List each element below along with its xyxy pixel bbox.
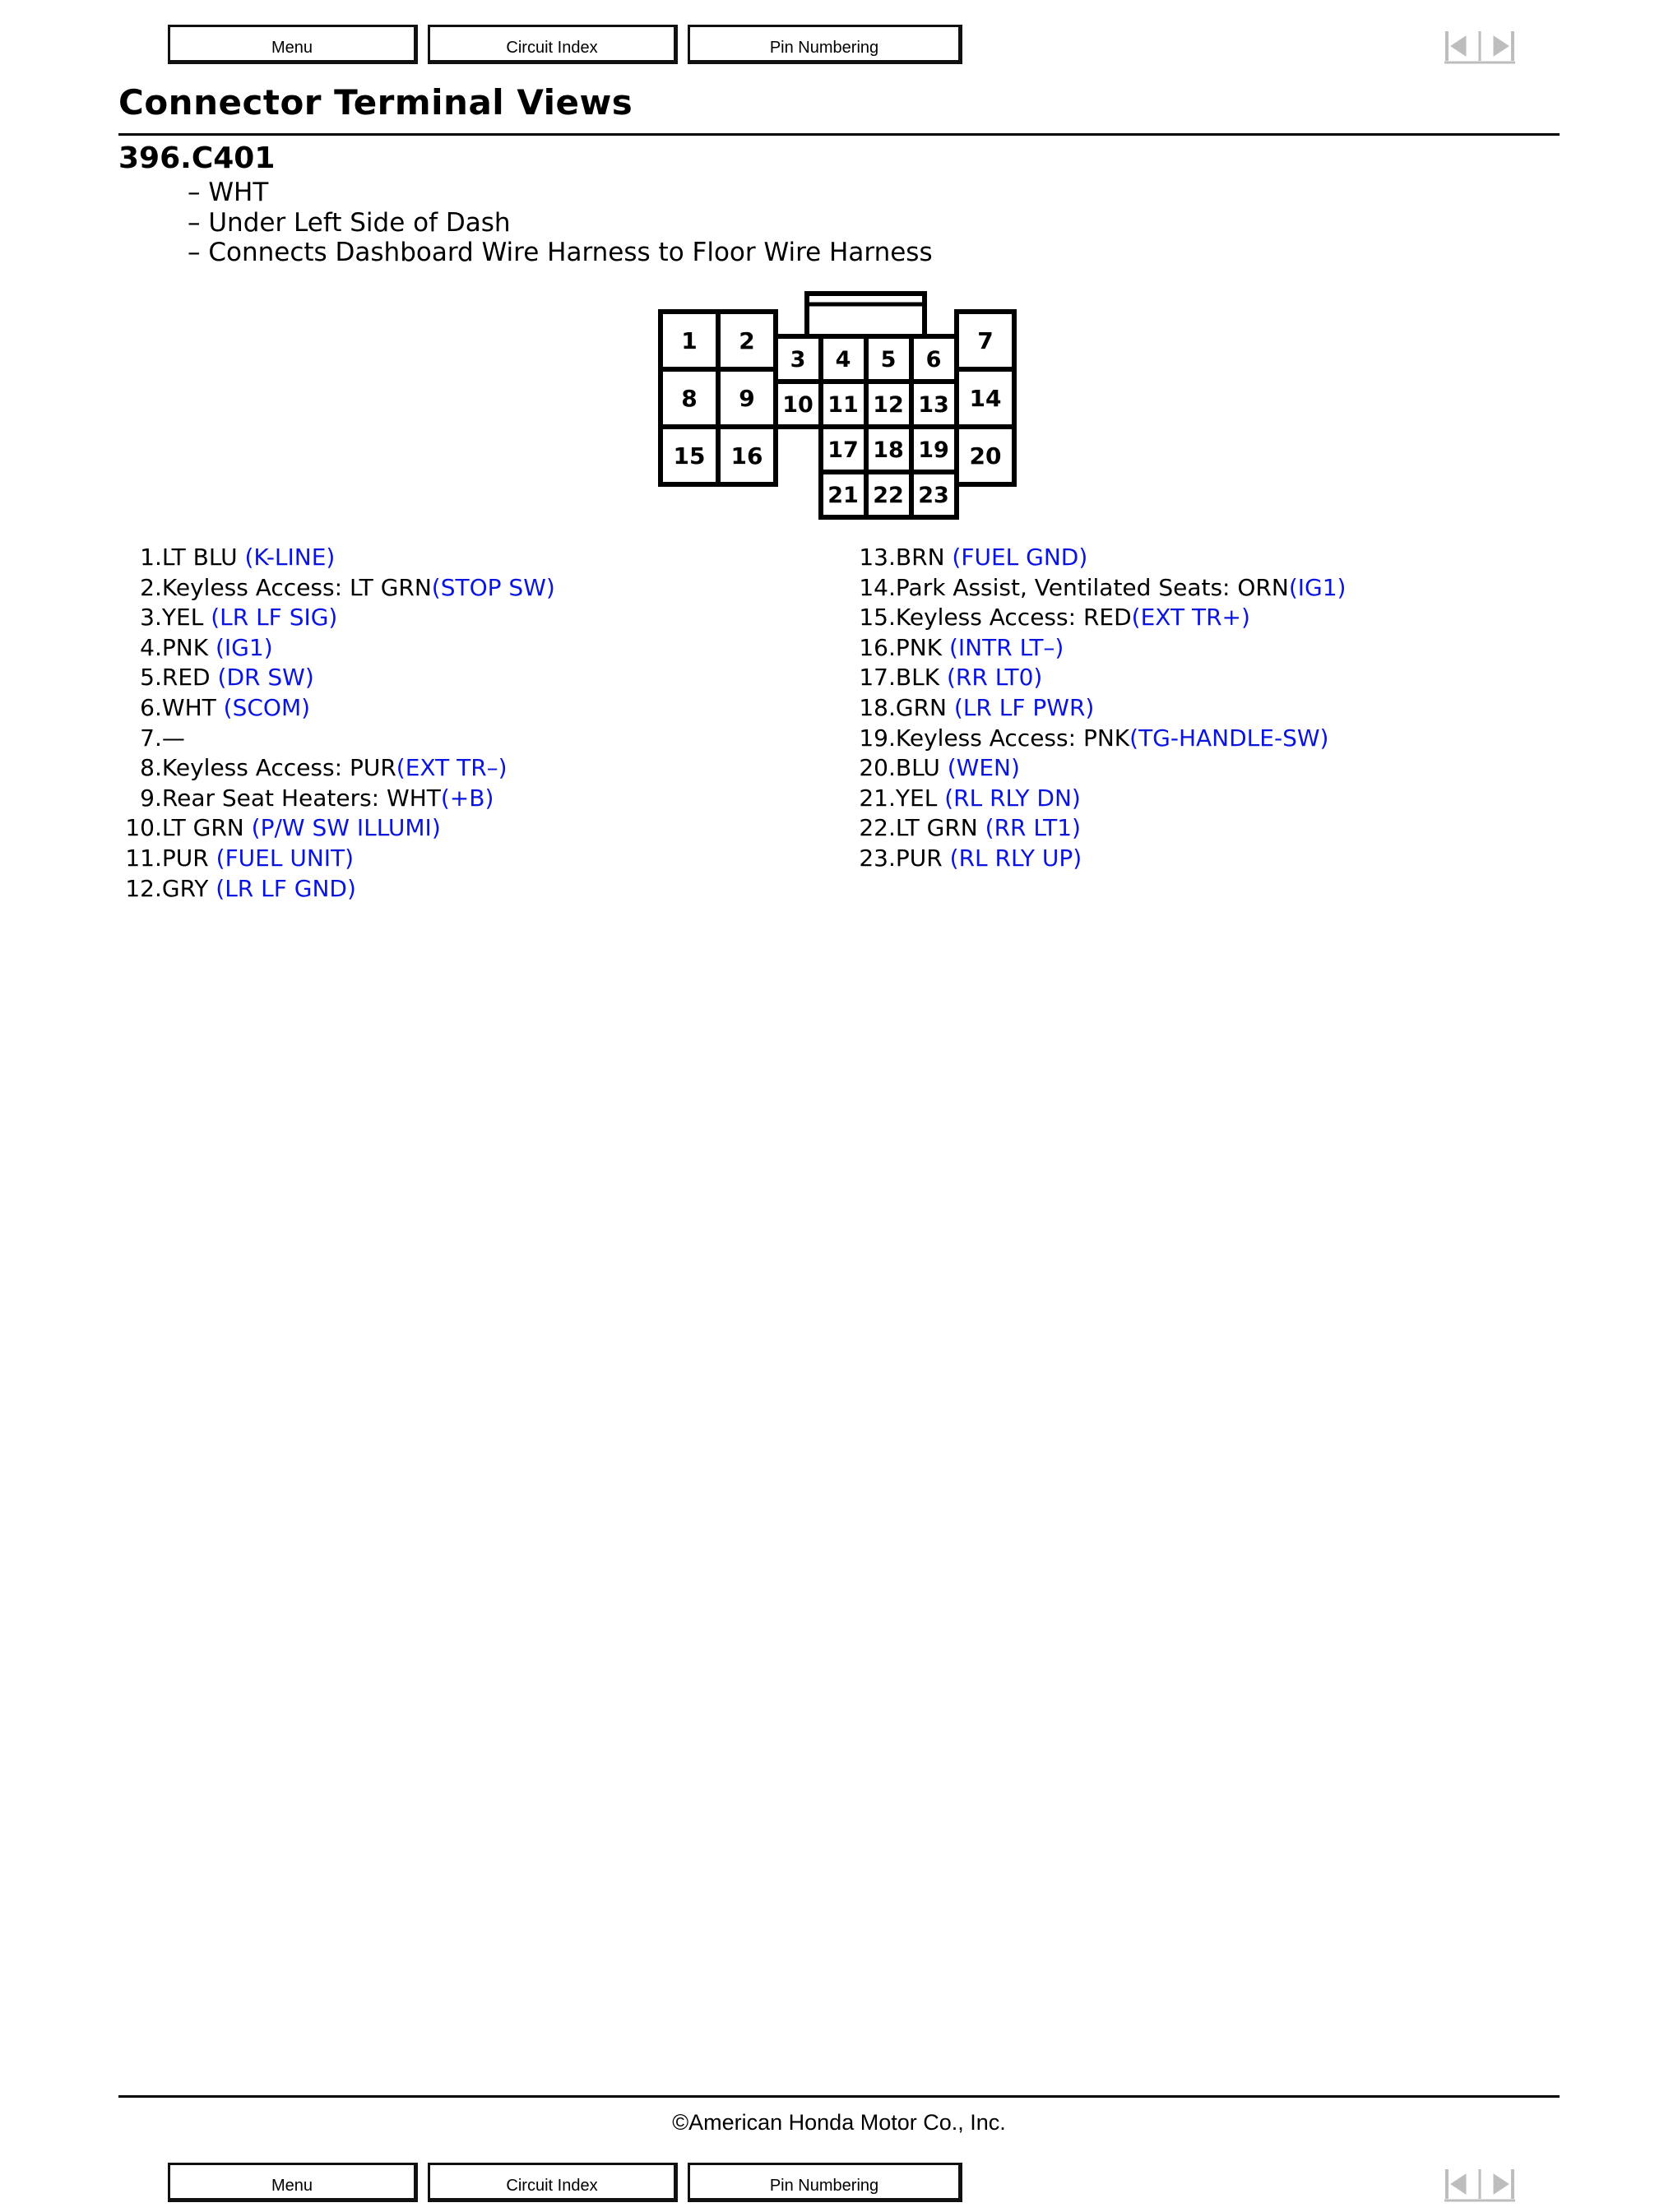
- pin-number: 14: [859, 573, 888, 601]
- cavity-label: 3: [790, 347, 806, 373]
- cavity-label: 12: [873, 392, 904, 418]
- pin-number: 3: [140, 604, 155, 632]
- pin-function: (LR LF PWR): [953, 693, 1095, 721]
- pin-wire: RED: [161, 664, 218, 692]
- pin-wire: BRN: [895, 544, 953, 571]
- connector-connection: – Connects Dashboard Wire Harness to Floor Wire Harness: [188, 238, 933, 268]
- page-navigation-icons: [1444, 28, 1515, 64]
- pin-wire: Keyless Access: RED: [895, 604, 1132, 632]
- pin-entry: 20.BLU (WEN): [854, 753, 1561, 784]
- pin-number: 18: [859, 693, 888, 721]
- cavity-label: 20: [969, 442, 1002, 470]
- pin-number: 11: [125, 844, 155, 872]
- cavity-label: 10: [782, 392, 814, 418]
- pin-entry: 23.PUR (RL RLY UP): [854, 844, 1561, 874]
- cavity-label: 6: [925, 347, 942, 373]
- pin-numbering-button[interactable]: Pin Numbering: [688, 25, 962, 64]
- pin-number: 8: [140, 754, 155, 782]
- pin-entry: 1.LT BLU (K-LINE): [120, 543, 827, 573]
- pin-entry: 17.BLK (RR LT0): [854, 663, 1561, 693]
- pin-wire: YEL: [895, 784, 945, 812]
- pin-entry: 9.Rear Seat Heaters: WHT(+B): [120, 784, 827, 814]
- pin-wire: Keyless Access: PNK: [895, 724, 1130, 752]
- pin-function: (FUEL UNIT): [216, 844, 355, 872]
- pin-function: (LR LF GND): [216, 874, 356, 902]
- pin-entry: 8.Keyless Access: PUR(EXT TR–): [120, 753, 827, 784]
- pin-function: (TG-HANDLE-SW): [1129, 724, 1329, 752]
- pin-wire: WHT: [161, 693, 224, 721]
- connector-color: – WHT: [188, 178, 933, 208]
- pin-number: 7: [140, 724, 155, 752]
- pin-function: (EXT TR+): [1131, 604, 1250, 632]
- cavity-label: 1: [681, 327, 698, 354]
- pin-entry: 6.WHT (SCOM): [120, 693, 827, 724]
- pin-wire: LT GRN: [895, 814, 985, 842]
- connector-id: 396.C401: [118, 141, 276, 175]
- cavity-label: 7: [977, 327, 994, 354]
- pin-entry: 4.PNK (IG1): [120, 633, 827, 664]
- cavity-label: 22: [873, 483, 904, 508]
- pin-wire: PUR: [161, 844, 216, 872]
- pin-function: (EXT TR–): [396, 754, 508, 782]
- cavity-label: 15: [673, 442, 706, 470]
- next-page-icon[interactable]: [1494, 36, 1509, 56]
- pin-number: 16: [859, 633, 888, 661]
- page-title: Connector Terminal Views: [118, 82, 633, 123]
- cavity-label: 11: [827, 392, 859, 418]
- pin-number: 23: [859, 844, 888, 872]
- pin-wire: PUR: [895, 844, 950, 872]
- pin-wire: Keyless Access: LT GRN: [161, 573, 432, 601]
- pin-entry: 7.—: [120, 724, 827, 754]
- footer-divider: [118, 2095, 1560, 2098]
- pin-number: 10: [125, 814, 155, 842]
- page-navigation-icons: [1444, 2166, 1515, 2202]
- pin-function: (IG1): [1288, 573, 1347, 601]
- cavity-label: 18: [873, 437, 904, 463]
- pin-wire: PNK: [161, 633, 216, 661]
- pin-list-left: [120, 543, 827, 904]
- cavity-label: 14: [969, 385, 1002, 412]
- pin-function: (IG1): [216, 633, 273, 661]
- pin-wire: GRY: [161, 874, 216, 902]
- pin-number: 5: [140, 664, 155, 692]
- pin-number: 13: [859, 544, 888, 571]
- pin-entry: 14.Park Assist, Ventilated Seats: ORN(IG1): [854, 573, 1561, 604]
- cavity-label: 23: [918, 483, 949, 508]
- menu-button[interactable]: Menu: [168, 2163, 418, 2202]
- pin-function: (+B): [440, 784, 494, 812]
- pin-wire: BLU: [895, 754, 948, 782]
- previous-page-icon[interactable]: [1451, 2174, 1466, 2194]
- pin-number: 21: [859, 784, 888, 812]
- pin-wire: Park Assist, Ventilated Seats: ORN: [895, 573, 1289, 601]
- pin-number: 9: [140, 784, 155, 812]
- cavity-label: 4: [835, 347, 851, 373]
- pin-wire: LT GRN: [161, 814, 252, 842]
- cavity-label: 2: [739, 327, 755, 354]
- pin-entry: 13.BRN (FUEL GND): [854, 543, 1561, 573]
- cavity-label: 5: [880, 347, 897, 373]
- pin-entry: 16.PNK (INTR LT–): [854, 633, 1561, 664]
- pin-entry: 10.LT GRN (P/W SW ILLUMI): [120, 813, 827, 844]
- circuit-index-button[interactable]: Circuit Index: [428, 2163, 678, 2202]
- pin-function: (SCOM): [223, 693, 311, 721]
- pin-number: 20: [859, 754, 888, 782]
- pin-wire: YEL: [161, 604, 211, 632]
- pin-number: 2: [140, 573, 155, 601]
- pin-entry: 19.Keyless Access: PNK(TG-HANDLE-SW): [854, 724, 1561, 754]
- connector-location: – Under Left Side of Dash: [188, 208, 933, 238]
- pin-entry: 15.Keyless Access: RED(EXT TR+): [854, 603, 1561, 633]
- pin-wire: Keyless Access: PUR: [161, 754, 396, 782]
- menu-button[interactable]: Menu: [168, 25, 418, 64]
- pin-function: (LR LF SIG): [211, 604, 338, 632]
- cavity-label: 13: [918, 392, 949, 418]
- pin-function: (K-LINE): [244, 544, 336, 571]
- pin-number: 22: [859, 814, 888, 842]
- pin-entry: 18.GRN (LR LF PWR): [854, 693, 1561, 724]
- pin-number: 19: [859, 724, 888, 752]
- pin-entry: 3.YEL (LR LF SIG): [120, 603, 827, 633]
- pin-wire: Rear Seat Heaters: WHT: [161, 784, 441, 812]
- previous-page-icon[interactable]: [1451, 36, 1466, 56]
- connector-face-diagram: [658, 289, 1020, 528]
- bottom-nav-bar: [0, 2163, 1678, 2212]
- pin-function: (RL RLY DN): [944, 784, 1081, 812]
- pin-function: (WEN): [947, 754, 1020, 782]
- pin-function: (RR LT0): [946, 664, 1043, 692]
- pin-list-right: [854, 543, 1561, 874]
- pin-wire: BLK: [895, 664, 947, 692]
- header-divider: [118, 133, 1560, 136]
- pin-number: 4: [140, 633, 155, 661]
- top-nav-bar: [0, 25, 1678, 74]
- connector-details: [188, 178, 933, 268]
- pin-number: 1: [140, 544, 155, 571]
- pin-number: 6: [140, 693, 155, 721]
- pin-function: (INTR LT–): [949, 633, 1064, 661]
- pin-function: (STOP SW): [431, 573, 555, 601]
- pin-function: (RR LT1): [985, 814, 1081, 842]
- pin-entry: 22.LT GRN (RR LT1): [854, 813, 1561, 844]
- cavity-label: 16: [730, 442, 763, 470]
- pin-number: 17: [859, 664, 888, 692]
- cavity-label: 9: [739, 385, 755, 412]
- pin-function: (DR SW): [217, 664, 314, 692]
- pin-entry: 2.Keyless Access: LT GRN(STOP SW): [120, 573, 827, 604]
- pin-function: (FUEL GND): [952, 544, 1088, 571]
- cavity-label: 17: [827, 437, 859, 463]
- pin-entry: 5.RED (DR SW): [120, 663, 827, 693]
- cavity-label: 8: [681, 385, 698, 412]
- pin-entry: 11.PUR (FUEL UNIT): [120, 844, 827, 874]
- cavity-label: 19: [918, 437, 949, 463]
- copyright-notice: ©American Honda Motor Co., Inc.: [672, 2110, 1006, 2135]
- pin-function: (RL RLY UP): [949, 844, 1082, 872]
- circuit-index-button[interactable]: Circuit Index: [428, 25, 678, 64]
- pin-wire: LT BLU: [161, 544, 245, 571]
- pin-number: 15: [859, 604, 888, 632]
- pin-wire: GRN: [895, 693, 954, 721]
- pin-function: (P/W SW ILLUMI): [251, 814, 441, 842]
- pin-entry: 12.GRY (LR LF GND): [120, 874, 827, 905]
- next-page-icon[interactable]: [1494, 2174, 1509, 2194]
- pin-entry: 21.YEL (RL RLY DN): [854, 784, 1561, 814]
- pin-numbering-button[interactable]: Pin Numbering: [688, 2163, 962, 2202]
- cavity-label: 21: [827, 483, 859, 508]
- pin-wire: PNK: [895, 633, 949, 661]
- pin-wire: —: [161, 724, 185, 752]
- pin-number: 12: [125, 874, 155, 902]
